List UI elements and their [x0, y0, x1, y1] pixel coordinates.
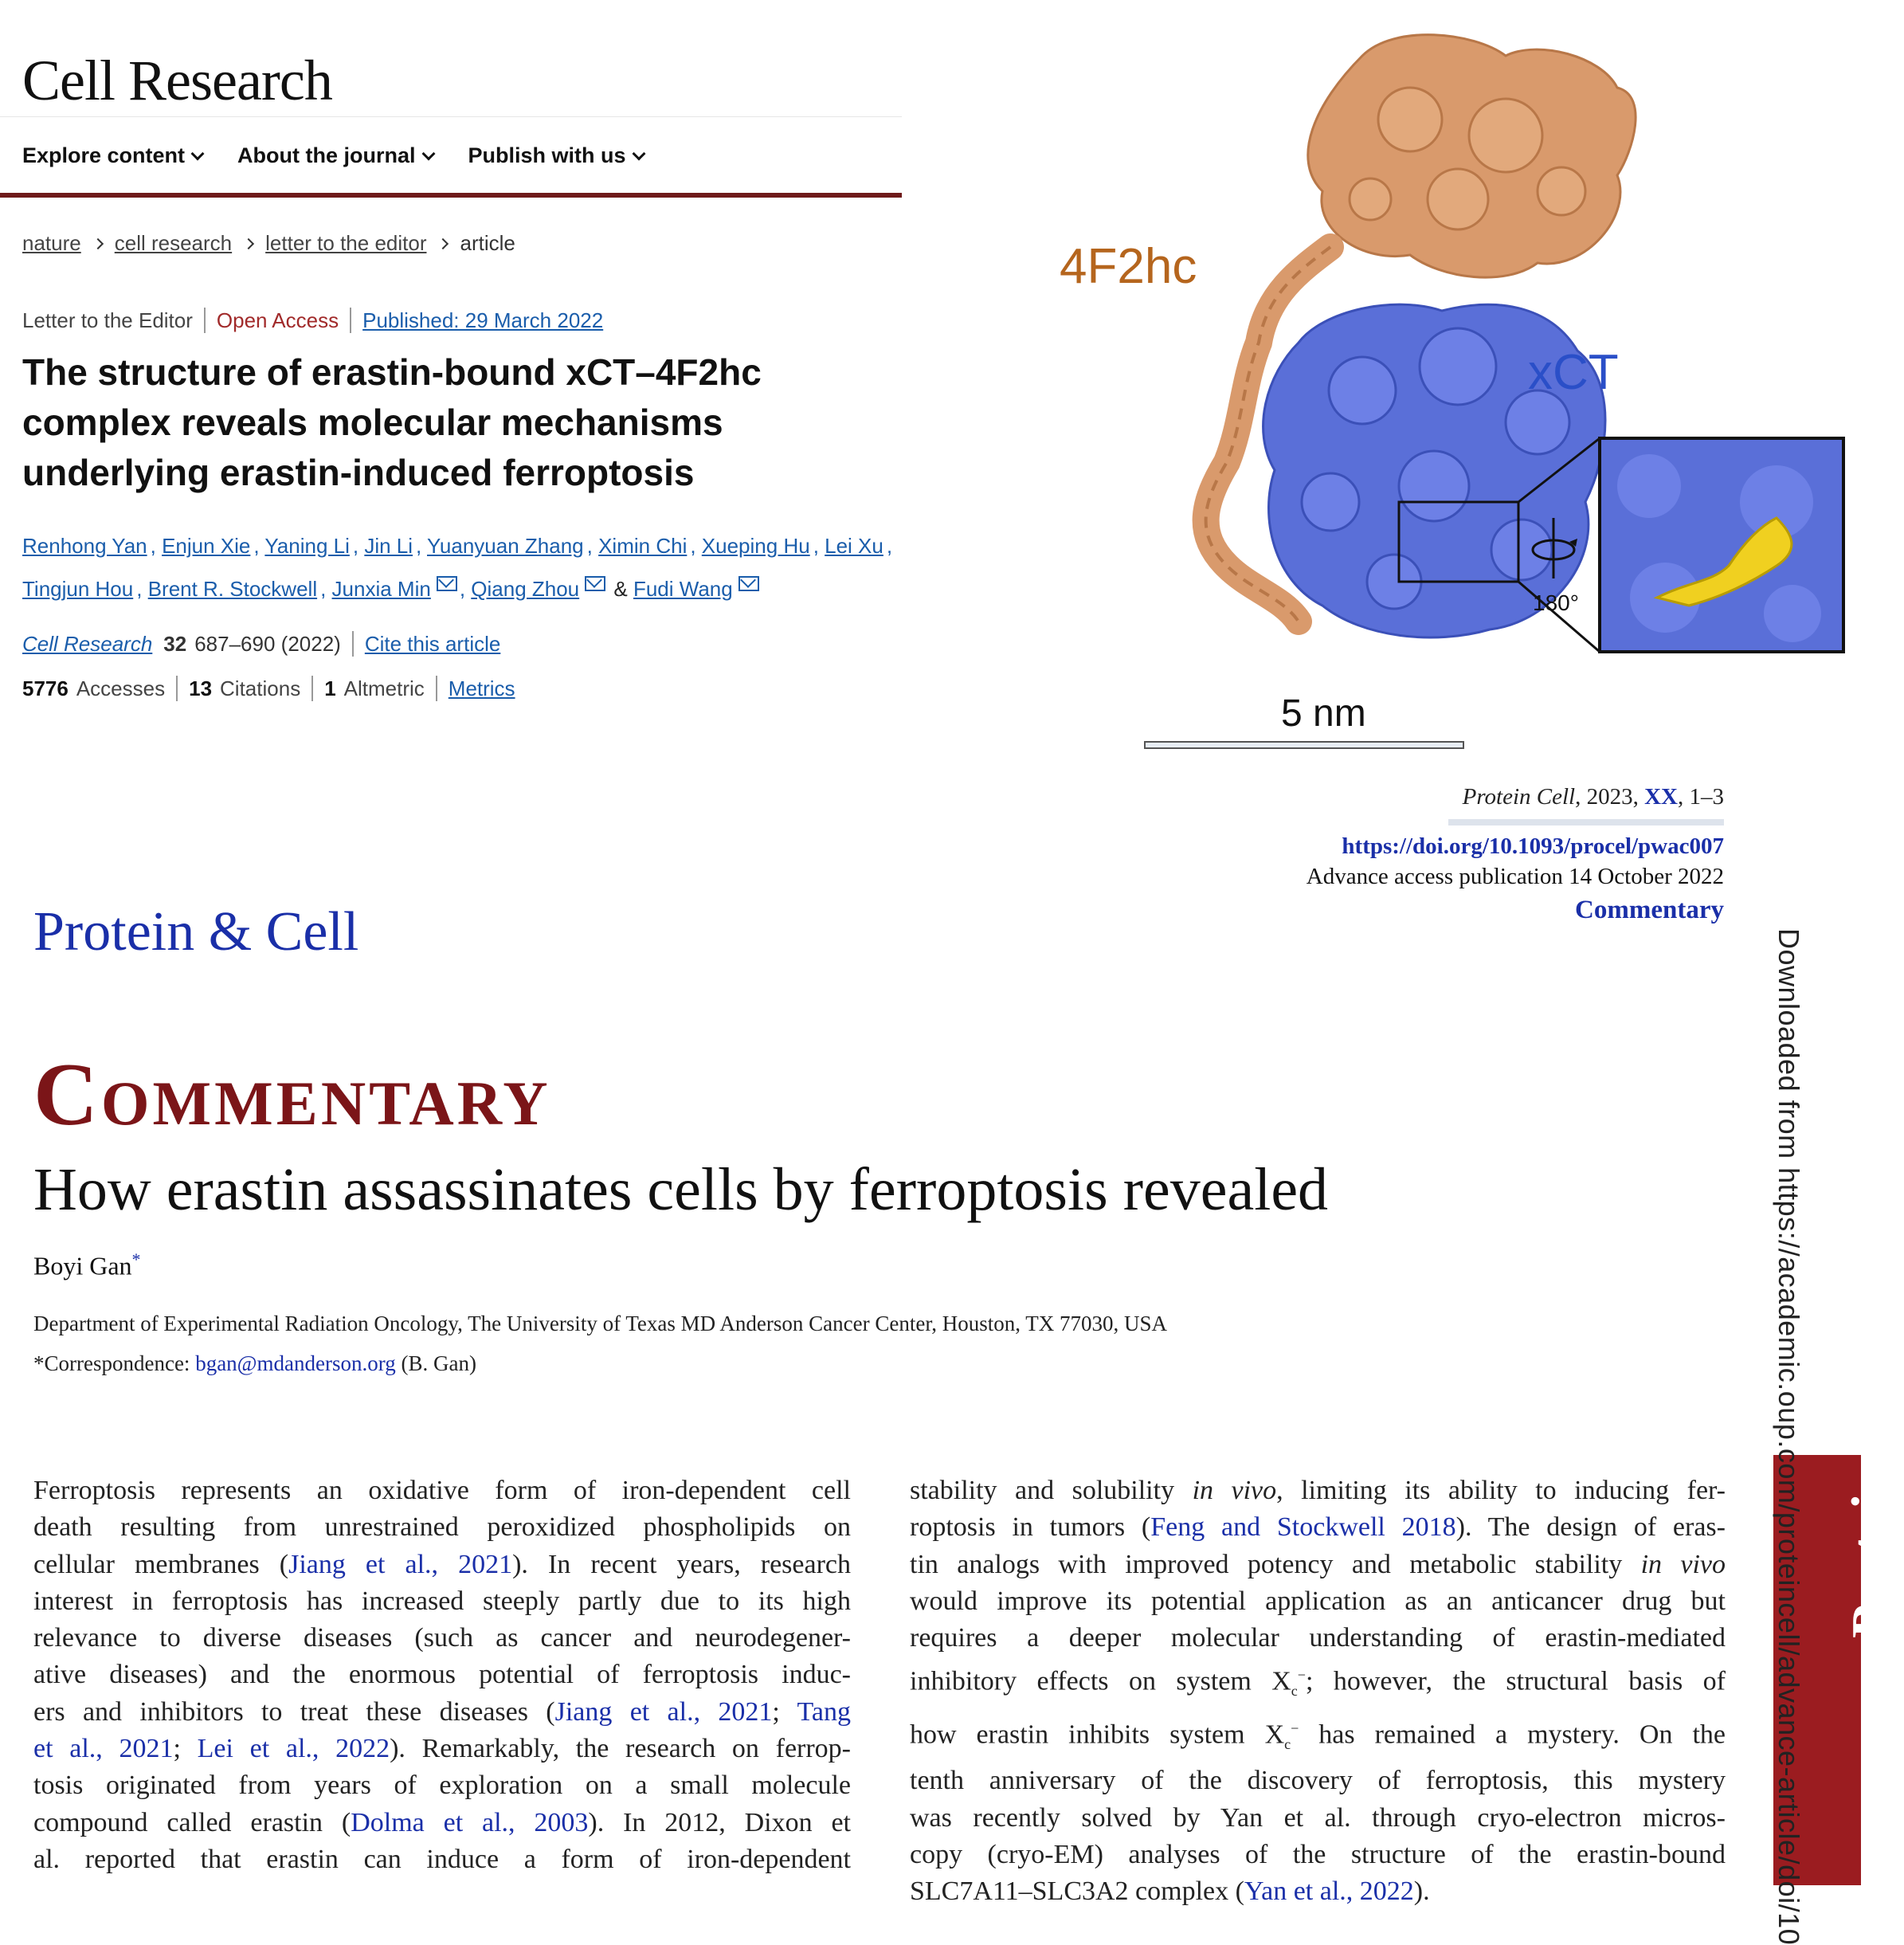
subscript: c [1291, 1683, 1298, 1700]
author-link[interactable]: Xueping Hu [701, 534, 810, 558]
cell-research-logo[interactable]: Cell Research [22, 49, 332, 112]
journal-link[interactable]: Cell Research [22, 631, 153, 656]
text-line [33, 1731, 851, 1767]
nav-explore-content[interactable] [22, 143, 202, 168]
author-link[interactable]: Ximin Chi [598, 534, 688, 558]
text-line [33, 1805, 851, 1841]
text-line: interest in ferroptosis has increased steeply partly due to its high [33, 1586, 851, 1616]
breadcrumb-letter[interactable]: letter to the editor [265, 231, 427, 255]
author-link[interactable]: Lei Xu [825, 534, 883, 558]
header-divider [0, 116, 902, 117]
reference-link[interactable]: Jiang et al., 2021 [288, 1549, 513, 1579]
title-line: underlying erastin-induced ferroptosis [22, 452, 695, 493]
nav-label: Publish with us [468, 143, 626, 167]
text-line [910, 1472, 1726, 1509]
correspondence-suffix: (B. Gan) [395, 1351, 476, 1375]
author-ampersand: & [613, 577, 628, 601]
reference-link[interactable]: Dolma et al., 2003 [351, 1807, 589, 1837]
text-run: how erastin inhibits system X [910, 1720, 1285, 1750]
divider [204, 308, 206, 333]
breadcrumb-cell-research[interactable]: cell research [114, 231, 233, 255]
breadcrumb [22, 231, 515, 256]
label-4f2hc: 4F2hc [1060, 239, 1197, 294]
cite-this-article-link[interactable]: Cite this article [364, 631, 501, 656]
chevron-down-icon [421, 147, 435, 160]
author-link[interactable]: Brent R. Stockwell [147, 577, 318, 601]
reference-link[interactable]: Yan et al., 2022 [1244, 1876, 1414, 1907]
download-watermark: Downloaded from https://academic.oup.com/proteincell/advance-article/doi/10 [1773, 928, 1805, 1945]
text-run: has remained a mystery. On the [1299, 1720, 1726, 1750]
body-column-left [33, 1472, 851, 1878]
article-title [22, 347, 883, 498]
pc-year: , 2023, [1575, 784, 1645, 810]
divider [352, 631, 354, 657]
superscript: − [1297, 1667, 1306, 1684]
protein-cell-logo: Protein & Cell [33, 901, 359, 963]
text-run: roptosis in tumors ( [910, 1512, 1151, 1543]
text-run: ). The design of eras- [1455, 1512, 1726, 1543]
accesses-label: Accesses [76, 676, 166, 700]
article-type: Letter to the Editor [22, 308, 193, 332]
reference-link[interactable]: Lei et al., 2022 [197, 1734, 390, 1764]
altmetric-count: 1 [324, 676, 336, 700]
author-link[interactable]: Yaning Li [264, 534, 350, 558]
label-xct: xCT [1528, 345, 1619, 400]
author-link[interactable]: Fudi Wang [633, 577, 733, 601]
published-date-link[interactable]: Published: 29 March 2022 [362, 308, 604, 332]
scale-bar-label: 5 nm [1281, 692, 1366, 735]
author-list: Renhong Yan , Enjun Xie , Yaning Li , Jin Li , Yuanyuan Zhang , Ximin Chi , Xueping Hu , Lei Xu , Tingjun Hou , Brent R. Stockwell , Junxia Min , Qiang Zhou & Fudi Wang [22, 534, 893, 601]
body-column-right [910, 1472, 1726, 1911]
text-run: ers and inhibitors to treat these diseases ( [33, 1696, 555, 1727]
altmetric-label: Altmetric [343, 676, 425, 700]
divider [436, 676, 437, 701]
reference-link[interactable]: Jiang et al., 2021 [554, 1696, 773, 1727]
text-run: ). In recent years, research [512, 1549, 851, 1579]
author-name: Boyi Gan [33, 1251, 132, 1280]
pc-journal-citation [1463, 784, 1724, 810]
pc-pages: , 1–3 [1678, 784, 1724, 810]
author-link[interactable]: Renhong Yan [22, 534, 147, 558]
mail-icon[interactable] [437, 576, 457, 591]
divider [350, 308, 351, 333]
text-line: tenth anniversary of the discovery of ferroptosis, this mystery [910, 1766, 1726, 1796]
mail-icon[interactable] [738, 576, 759, 591]
label-rotation: 180° [1533, 590, 1579, 615]
text-line: death resulting from unrestrained peroxidized phospholipids on [33, 1512, 851, 1543]
divider [311, 676, 313, 701]
text-line: copy (cryo-EM) analyses of the structure of the erastin-bound [910, 1839, 1726, 1869]
breadcrumb-current: article [460, 231, 515, 255]
author-link[interactable]: Qiang Zhou [471, 577, 580, 601]
author-link[interactable]: Tingjun Hou [22, 577, 134, 601]
text-line: relevance to diverse diseases (such as cancer and neurodegener- [33, 1623, 851, 1653]
text-run: ; however, the structural basis of [1305, 1666, 1726, 1696]
text-run: in vivo [1192, 1476, 1277, 1505]
text-line [33, 1547, 851, 1583]
mail-icon[interactable] [585, 576, 605, 591]
nav-publish-with-us[interactable] [468, 143, 644, 168]
metrics-link[interactable]: Metrics [448, 676, 515, 700]
correspondence [33, 1351, 476, 1376]
text-run: ). Remarkably, the research on ferrop- [390, 1734, 852, 1764]
author-link[interactable]: Yuanyuan Zhang [427, 534, 584, 558]
text-line [910, 1873, 1726, 1910]
pages: 687–690 (2022) [194, 631, 341, 656]
nav-label: About the journal [237, 143, 416, 167]
reference-link[interactable]: Feng and Stockwell 2018 [1150, 1512, 1456, 1543]
nav-label: Explore content [22, 143, 186, 167]
correspondence-mark[interactable]: * [131, 1249, 141, 1269]
author-link[interactable]: Junxia Min [331, 577, 431, 601]
article-stats [22, 676, 515, 701]
text-run: inhibitory effects on system X [910, 1666, 1291, 1696]
text-run: in vivo [1640, 1549, 1726, 1579]
text-run: stability and solubility [910, 1476, 1193, 1505]
superscript: − [1291, 1720, 1299, 1736]
nav-about-journal[interactable] [237, 143, 433, 168]
accesses-count: 5776 [22, 676, 69, 700]
text-line [910, 1509, 1726, 1546]
text-line [910, 1547, 1726, 1583]
subscript: c [1284, 1736, 1291, 1753]
correspondence-prefix: *Correspondence: [33, 1351, 196, 1375]
text-line: tosis originated from years of exploration on a small molecule [33, 1770, 851, 1801]
section-label: Commentary [1575, 896, 1724, 924]
pc-header-rule [1448, 819, 1724, 825]
chevron-right-icon [243, 237, 254, 249]
text-line [910, 1710, 1726, 1763]
main-nav [22, 143, 644, 168]
author-link[interactable]: Enjun Xie [162, 534, 251, 558]
nav-accent-bar [0, 193, 902, 198]
cryo-em-density-figure [1060, 8, 1848, 773]
commentary-author [33, 1249, 141, 1281]
citations-label: Citations [220, 676, 301, 700]
author-link[interactable]: Jin Li [364, 534, 413, 558]
side-brand-text: Protein & Cell [1841, 1292, 1902, 1638]
text-line [33, 1694, 851, 1731]
text-run: ; [772, 1696, 797, 1727]
affiliation: Department of Experimental Radiation Oncology, The University of Texas MD Anderson Cancer Center, Houston, TX 77030, USA [33, 1312, 1168, 1335]
text-line: al. reported that erastin can induce a form of iron-dependent [33, 1844, 851, 1874]
ligand-inset [1600, 438, 1843, 652]
chevron-right-icon [437, 237, 449, 249]
divider [176, 676, 178, 701]
scale-bar [1144, 741, 1464, 749]
doi-link[interactable]: https://doi.org/10.1093/procel/pwac007 [1342, 833, 1724, 859]
text-run: ). In 2012, Dixon et [588, 1807, 851, 1837]
pc-journal-name: Protein Cell [1462, 784, 1576, 810]
text-run: , limiting its ability to inducing fer- [1276, 1476, 1726, 1505]
text-run: tin analogs with improved potency and metabolic stability [910, 1549, 1641, 1579]
pc-volume: XX [1644, 784, 1678, 810]
chevron-down-icon [191, 147, 205, 160]
advance-access-date: Advance access publication 14 October 2022 [1306, 864, 1724, 889]
text-run: compound called erastin ( [33, 1807, 351, 1837]
commentary-title: How erastin assassinates cells by ferroptosis revealed [33, 1156, 1329, 1223]
reference-link[interactable]: Tang [797, 1696, 852, 1727]
citations-count: 13 [189, 676, 213, 700]
chevron-right-icon [92, 237, 104, 249]
volume: 32 [163, 631, 187, 656]
text-run: SLC7A11–SLC3A2 complex ( [910, 1876, 1244, 1907]
text-run: cellular membranes ( [33, 1549, 289, 1579]
text-line: requires a deeper molecular understanding of erastin-mediated [910, 1623, 1726, 1653]
reference-link[interactable]: et al., 2021 [33, 1734, 174, 1764]
article-meta [22, 308, 603, 333]
text-line: ative diseases) and the enormous potential of ferroptosis induc- [33, 1660, 851, 1690]
text-run: ). [1413, 1876, 1430, 1907]
title-line: complex reveals molecular mechanisms [22, 402, 723, 443]
text-line: was recently solved by Yan et al. through cryo-electron micros- [910, 1802, 1726, 1833]
text-line [910, 1657, 1726, 1709]
text-line: would improve its potential application as an anticancer drug but [910, 1586, 1726, 1616]
commentary-heading: Commentary [33, 1045, 551, 1144]
citation-line [22, 631, 500, 657]
chevron-down-icon [632, 147, 645, 160]
text-run: ; [173, 1734, 198, 1764]
correspondence-email-link[interactable]: bgan@mdanderson.org [195, 1351, 396, 1375]
breadcrumb-nature[interactable]: nature [22, 231, 81, 255]
text-line: Ferroptosis represents an oxidative form of iron-dependent cell [33, 1476, 851, 1505]
title-line: The structure of erastin-bound xCT–4F2hc [22, 351, 762, 393]
open-access-badge: Open Access [216, 308, 339, 332]
